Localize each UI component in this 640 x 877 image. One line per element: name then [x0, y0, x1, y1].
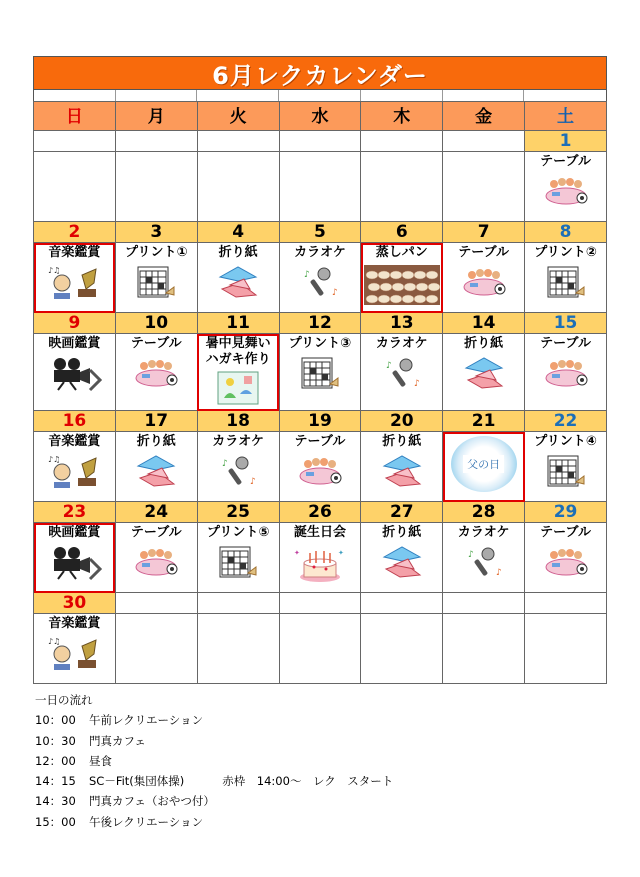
date-number: 8	[525, 222, 607, 243]
svg-text:♪: ♪	[385, 361, 392, 371]
date-number: 6	[361, 222, 443, 243]
schedule-time: 10：30	[35, 733, 76, 748]
date-number	[115, 593, 197, 614]
svg-text:♪: ♪	[467, 550, 474, 560]
fathers-day-text: 父の日	[463, 455, 504, 473]
activity-label: テーブル	[458, 245, 510, 260]
activity-label: 折り紙	[136, 434, 176, 449]
date-number: 14	[443, 313, 525, 334]
activity-row	[34, 243, 607, 313]
activity-cell	[279, 523, 361, 593]
date-number: 23	[34, 502, 116, 523]
date-number	[197, 593, 279, 614]
fathers-day-card	[451, 436, 517, 492]
movie-camera-icon	[46, 356, 102, 396]
activity-cell	[279, 432, 361, 502]
svg-text:♪♫: ♪♫	[48, 266, 61, 275]
schedule-text: 門真カフェ（おやつ付）	[89, 794, 215, 809]
weekday-thu: 木	[361, 102, 443, 131]
schedule-item	[35, 751, 393, 771]
weekday-header-row	[34, 102, 607, 131]
date-number-row	[34, 313, 607, 334]
activity-label: テーブル	[294, 434, 346, 449]
activity-cell	[361, 334, 443, 411]
activity-label: プリント①	[125, 245, 188, 260]
weekday-sat: 土	[525, 102, 607, 131]
activity-cell	[443, 523, 525, 593]
activity-label: 折り紙	[382, 434, 422, 449]
svg-text:♪: ♪	[250, 477, 256, 487]
date-number	[34, 131, 116, 152]
calendar-grid	[33, 101, 607, 684]
activity-row	[34, 334, 607, 411]
daily-schedule	[35, 690, 393, 832]
activity-cell	[34, 614, 116, 684]
calendar-title: 6月レクカレンダー	[212, 61, 428, 90]
activity-row	[34, 432, 607, 502]
date-number: 4	[197, 222, 279, 243]
table-game-icon	[132, 545, 180, 581]
activity-cell	[443, 243, 525, 313]
schedule-text: 午前レクリエーション	[89, 713, 204, 728]
activity-label: 映画鑑賞	[48, 525, 101, 540]
date-number-row	[34, 502, 607, 523]
activity-label: テーブル	[130, 525, 182, 540]
birthday-cake-icon	[292, 545, 348, 587]
activity-label: テーブル	[130, 336, 182, 351]
steamed-bun-photo	[364, 265, 440, 309]
origami-icon	[134, 454, 178, 494]
date-number: 16	[34, 411, 116, 432]
puzzle-print-icon	[218, 545, 258, 583]
svg-text:♪: ♪	[495, 568, 502, 578]
schedule-time: 14：30	[35, 794, 76, 809]
activity-cell	[361, 523, 443, 593]
weekday-wed: 水	[279, 102, 361, 131]
activity-cell	[279, 334, 361, 411]
schedule-item	[35, 771, 393, 791]
date-number: 13	[361, 313, 443, 334]
date-number: 2	[34, 222, 116, 243]
activity-label: 折り紙	[218, 245, 258, 260]
date-number-row	[34, 593, 607, 614]
activity-cell	[525, 152, 607, 222]
svg-text:♪: ♪	[331, 288, 338, 298]
puzzle-print-icon	[136, 265, 176, 303]
date-number	[525, 593, 607, 614]
activity-cell	[279, 243, 361, 313]
header-spacer-row	[33, 90, 607, 101]
date-number: 7	[443, 222, 525, 243]
schedule-text: 門真カフェ	[89, 733, 146, 748]
activity-cell	[443, 334, 525, 411]
postcard-icon	[214, 370, 262, 410]
activity-cell	[197, 334, 279, 411]
date-number: 30	[34, 593, 116, 614]
activity-cell	[34, 432, 116, 502]
date-number	[443, 131, 525, 152]
activity-cell	[115, 334, 197, 411]
empty-cell	[115, 152, 197, 222]
weekday-fri: 金	[443, 102, 525, 131]
activity-cell	[525, 523, 607, 593]
date-number	[279, 131, 361, 152]
date-number: 5	[279, 222, 361, 243]
activity-cell	[361, 243, 443, 313]
date-number: 19	[279, 411, 361, 432]
date-number: 12	[279, 313, 361, 334]
empty-cell	[443, 614, 525, 684]
gramophone-icon	[46, 454, 102, 494]
empty-cell	[197, 614, 279, 684]
svg-text:♪♫: ♪♫	[48, 637, 61, 646]
date-number	[115, 131, 197, 152]
empty-cell	[443, 152, 525, 222]
origami-icon	[216, 265, 260, 305]
date-number: 26	[279, 502, 361, 523]
activity-label: カラオケ	[212, 434, 264, 449]
activity-cell	[443, 432, 525, 502]
activity-cell	[197, 523, 279, 593]
empty-cell	[279, 152, 361, 222]
activity-label: プリント②	[534, 245, 597, 260]
origami-icon	[380, 545, 424, 585]
activity-label: 折り紙	[382, 525, 422, 540]
activity-cell	[34, 523, 116, 593]
activity-cell	[115, 243, 197, 313]
date-number: 1	[525, 131, 607, 152]
date-number	[361, 593, 443, 614]
date-number: 18	[197, 411, 279, 432]
activity-label: 蒸しパン	[375, 245, 428, 260]
date-number	[279, 593, 361, 614]
activity-label: カラオケ	[375, 336, 428, 351]
puzzle-print-icon	[546, 454, 586, 492]
date-number: 15	[525, 313, 607, 334]
date-number: 25	[197, 502, 279, 523]
calendar-title-bar	[33, 56, 607, 90]
activity-cell	[197, 243, 279, 313]
date-number: 28	[443, 502, 525, 523]
microphone-icon	[218, 454, 258, 492]
origami-icon	[380, 454, 424, 494]
table-game-icon	[542, 545, 590, 581]
activity-row	[34, 152, 607, 222]
schedule-item	[35, 812, 393, 832]
table-game-icon	[132, 356, 180, 392]
schedule-item	[35, 791, 393, 811]
svg-text:♪: ♪	[222, 459, 228, 469]
empty-cell	[279, 614, 361, 684]
activity-label: カラオケ	[457, 525, 510, 540]
svg-text:✦: ✦	[337, 549, 344, 557]
schedule-text: 午後レクリエーション	[89, 814, 204, 829]
activity-cell	[34, 243, 116, 313]
date-number: 17	[115, 411, 197, 432]
empty-cell	[361, 614, 443, 684]
date-number: 3	[115, 222, 197, 243]
weekday-tue: 火	[197, 102, 279, 131]
svg-text:♪♫: ♪♫	[48, 455, 61, 464]
puzzle-print-icon	[546, 265, 586, 303]
date-number: 29	[525, 502, 607, 523]
date-number: 11	[197, 313, 279, 334]
activity-label: 折り紙	[464, 336, 504, 351]
schedule-text: 昼食	[89, 753, 112, 768]
activity-cell	[525, 432, 607, 502]
table-game-icon	[296, 454, 344, 490]
date-number	[361, 131, 443, 152]
activity-label: 音楽鑑賞	[48, 616, 101, 631]
activity-label: 音楽鑑賞	[48, 245, 101, 260]
activity-label: プリント⑤	[206, 525, 270, 540]
date-number-row	[34, 411, 607, 432]
activity-label: 誕生日会	[293, 525, 346, 540]
activity-cell	[34, 334, 116, 411]
schedule-item	[35, 731, 393, 751]
table-game-icon	[542, 356, 590, 392]
gramophone-icon	[46, 636, 102, 676]
activity-label: 暑中見舞い ハガキ作り	[205, 336, 271, 367]
activity-label: 音楽鑑賞	[48, 434, 101, 449]
schedule-text: SC－Fit(集団体操)	[89, 774, 185, 789]
movie-camera-icon	[46, 545, 102, 585]
activity-label: プリント③	[288, 336, 352, 351]
date-number	[197, 131, 279, 152]
date-number: 24	[115, 502, 197, 523]
weekday-sun: 日	[34, 102, 116, 131]
schedule-heading: 一日の流れ	[35, 693, 93, 707]
gramophone-icon	[46, 265, 102, 305]
activity-label: プリント④	[534, 434, 597, 449]
activity-label: テーブル	[540, 154, 591, 169]
svg-text:✦: ✦	[293, 549, 300, 557]
activity-label: テーブル	[540, 525, 591, 540]
microphone-icon	[464, 545, 504, 583]
schedule-time: 14：15	[35, 774, 76, 789]
weekday-mon: 月	[115, 102, 197, 131]
activity-label: カラオケ	[294, 245, 346, 260]
activity-cell	[115, 523, 197, 593]
svg-text:♪: ♪	[413, 379, 420, 389]
activity-cell	[525, 334, 607, 411]
empty-cell	[34, 152, 116, 222]
microphone-icon	[300, 265, 340, 303]
date-number: 20	[361, 411, 443, 432]
activity-cell	[361, 432, 443, 502]
empty-cell	[115, 614, 197, 684]
empty-cell	[361, 152, 443, 222]
microphone-icon	[382, 356, 422, 394]
table-game-icon	[460, 265, 508, 301]
activity-cell	[197, 432, 279, 502]
activity-cell	[525, 243, 607, 313]
date-number: 22	[525, 411, 607, 432]
date-number: 9	[34, 313, 116, 334]
date-number-row	[34, 222, 607, 243]
empty-cell	[525, 614, 607, 684]
schedule-note: 赤枠 14:00〜 レク スタート	[222, 774, 394, 789]
date-number-row	[34, 131, 607, 152]
schedule-time: 15：00	[35, 814, 76, 829]
date-number: 27	[361, 502, 443, 523]
puzzle-print-icon	[300, 356, 340, 394]
svg-text:♪: ♪	[303, 270, 310, 280]
origami-icon	[462, 356, 506, 396]
schedule-item	[35, 710, 393, 730]
schedule-time: 12：00	[35, 753, 76, 768]
activity-row	[34, 614, 607, 684]
activity-label: テーブル	[540, 336, 591, 351]
schedule-time: 10：00	[35, 713, 76, 728]
activity-cell	[115, 432, 197, 502]
empty-cell	[197, 152, 279, 222]
activity-row	[34, 523, 607, 593]
activity-label: 映画鑑賞	[48, 336, 101, 351]
date-number	[443, 593, 525, 614]
date-number: 21	[443, 411, 525, 432]
table-game-icon	[542, 174, 590, 210]
date-number: 10	[115, 313, 197, 334]
